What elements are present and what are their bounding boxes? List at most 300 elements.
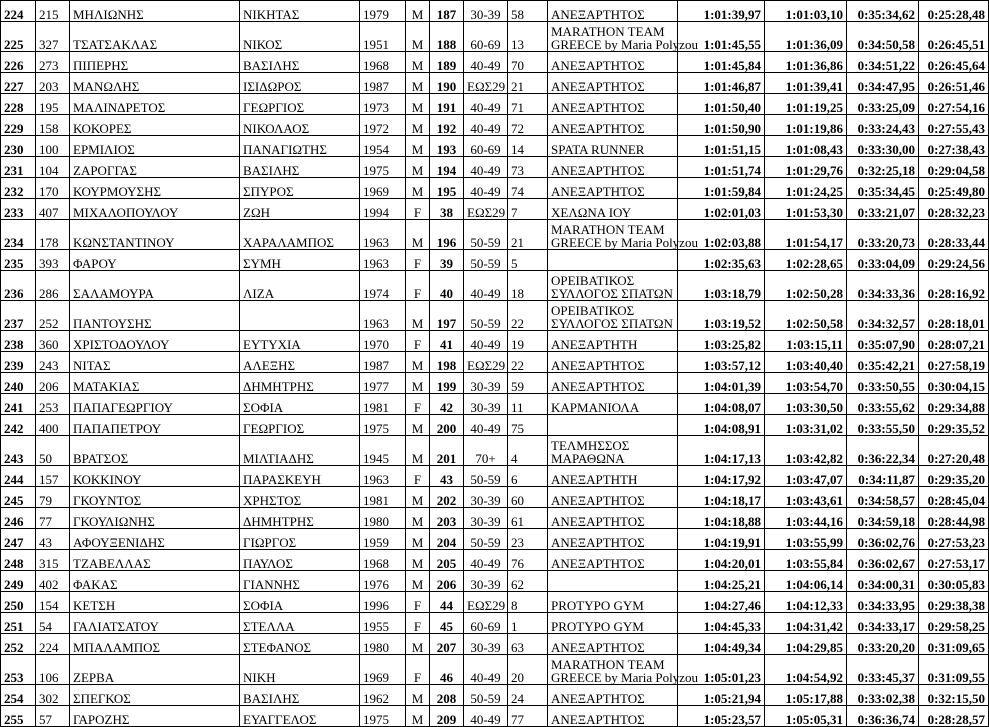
gun-time-cell: 1:01:59,84 xyxy=(678,178,765,199)
club-line: ΟΡΕΙΒΑΤΙΚΟΣ xyxy=(551,273,635,288)
gender-rank-cell: 209 xyxy=(430,706,464,727)
gun-time-cell: 1:01:45,84 xyxy=(678,52,765,73)
table-row xyxy=(1,394,989,415)
rank-cell: 242 xyxy=(1,415,36,436)
age-category-cell: 30-39 xyxy=(464,1,508,22)
table-row xyxy=(1,73,989,94)
gun-time-cell: 1:03:57,12 xyxy=(678,352,765,373)
split-1-cell: 0:34:51,22 xyxy=(847,52,919,73)
rank-cell: 233 xyxy=(1,199,36,220)
surname-cell: ΣΠΕΓΚΟΣ xyxy=(70,685,240,706)
table-row xyxy=(1,529,989,550)
surname-cell: ΖΕΡΒΑ xyxy=(70,655,240,685)
bib-cell: 400 xyxy=(36,415,70,436)
firstname-cell: ΠΑΝΑΓΙΩΤΗΣ xyxy=(240,136,360,157)
table-row xyxy=(1,613,989,634)
firstname-cell: ΣΤΕΦΑΝΟΣ xyxy=(240,634,360,655)
age-category-cell: 40-49 xyxy=(464,157,508,178)
gun-time-cell: 1:01:50,90 xyxy=(678,115,765,136)
net-time-cell: 1:04:06,14 xyxy=(765,571,847,592)
surname-cell: ΜΑΤΑΚΙΑΣ xyxy=(70,373,240,394)
table-row xyxy=(1,352,989,373)
firstname-cell: ΙΣΙΔΩΡΟΣ xyxy=(240,73,360,94)
net-time-cell: 1:03:54,70 xyxy=(765,373,847,394)
age-category-cell: 60-69 xyxy=(464,136,508,157)
rank-cell: 228 xyxy=(1,94,36,115)
firstname-cell: ΒΑΣΙΛΗΣ xyxy=(240,685,360,706)
surname-cell: ΓΑΡΟΖΗΣ xyxy=(70,706,240,727)
category-position-cell: 61 xyxy=(508,508,548,529)
table-row xyxy=(1,199,989,220)
split-2-cell: 0:29:04,58 xyxy=(919,157,989,178)
birth-year-cell: 1981 xyxy=(360,394,406,415)
bib-cell: 243 xyxy=(36,352,70,373)
rank-cell: 246 xyxy=(1,508,36,529)
sex-cell: M xyxy=(406,436,430,466)
birth-year-cell: 1987 xyxy=(360,73,406,94)
club-line: ΑΝΕΞΑΡΤΗΤΟΣ xyxy=(551,493,645,508)
net-time-cell: 1:03:15,11 xyxy=(765,331,847,352)
birth-year-cell: 1951 xyxy=(360,22,406,52)
bib-cell: 286 xyxy=(36,271,70,301)
surname-cell: ΦΑΚΑΣ xyxy=(70,571,240,592)
surname-cell: ΓΚΟΥΛΙΩΝΗΣ xyxy=(70,508,240,529)
birth-year-cell: 1968 xyxy=(360,550,406,571)
age-category-cell: 40-49 xyxy=(464,52,508,73)
split-2-cell: 0:28:18,01 xyxy=(919,301,989,331)
category-position-cell: 71 xyxy=(508,94,548,115)
net-time-cell: 1:04:29,85 xyxy=(765,634,847,655)
gender-rank-cell: 40 xyxy=(430,271,464,301)
bib-cell: 407 xyxy=(36,199,70,220)
birth-year-cell: 1959 xyxy=(360,529,406,550)
firstname-cell: ΝΙΚΟΣ xyxy=(240,22,360,52)
gender-rank-cell: 194 xyxy=(430,157,464,178)
firstname-cell: ΔΗΜΗΤΡΗΣ xyxy=(240,373,360,394)
club-cell xyxy=(548,685,678,706)
rank-cell: 234 xyxy=(1,220,36,250)
table-row xyxy=(1,331,989,352)
bib-cell: 77 xyxy=(36,508,70,529)
birth-year-cell: 1975 xyxy=(360,415,406,436)
split-1-cell: 0:33:20,73 xyxy=(847,220,919,250)
club-cell xyxy=(548,199,678,220)
rank-cell: 238 xyxy=(1,331,36,352)
category-position-cell: 58 xyxy=(508,1,548,22)
birth-year-cell: 1979 xyxy=(360,1,406,22)
club-cell xyxy=(548,529,678,550)
age-category-cell: 50-59 xyxy=(464,529,508,550)
club-cell xyxy=(548,634,678,655)
club-line: GREECE by Maria Polyzou xyxy=(551,235,698,250)
birth-year-cell: 1977 xyxy=(360,373,406,394)
category-position-cell: 75 xyxy=(508,415,548,436)
club-line: ΣΥΛΛΟΓΟΣ ΣΠΑΤΩΝ xyxy=(551,316,673,331)
split-2-cell: 0:28:07,21 xyxy=(919,331,989,352)
gun-time-cell: 1:04:08,91 xyxy=(678,415,765,436)
net-time-cell: 1:01:36,86 xyxy=(765,52,847,73)
club-line: ΤΕΛΜΗΣΣΟΣ xyxy=(551,438,630,453)
bib-cell: 215 xyxy=(36,1,70,22)
rank-cell: 253 xyxy=(1,655,36,685)
rank-cell: 230 xyxy=(1,136,36,157)
club-line: ΑΝΕΞΑΡΤΗΤΟΣ xyxy=(551,100,645,115)
gender-rank-cell: 188 xyxy=(430,22,464,52)
category-position-cell: 73 xyxy=(508,157,548,178)
table-row xyxy=(1,415,989,436)
surname-cell: ΓΚΟΥΝΤΟΣ xyxy=(70,487,240,508)
net-time-cell: 1:03:55,99 xyxy=(765,529,847,550)
split-2-cell: 0:26:51,46 xyxy=(919,73,989,94)
age-category-cell: ΕΩΣ29 xyxy=(464,73,508,94)
age-category-cell: 70+ xyxy=(464,436,508,466)
surname-cell: ΕΡΜΙΛΙΟΣ xyxy=(70,136,240,157)
net-time-cell: 1:02:28,65 xyxy=(765,250,847,271)
sex-cell: F xyxy=(406,394,430,415)
surname-cell: ΦΑΡΟΥ xyxy=(70,250,240,271)
club-cell xyxy=(548,136,678,157)
club-cell xyxy=(548,571,678,592)
net-time-cell: 1:05:17,88 xyxy=(765,685,847,706)
category-position-cell: 76 xyxy=(508,550,548,571)
gun-time-cell: 1:05:23,57 xyxy=(678,706,765,727)
rank-cell: 239 xyxy=(1,352,36,373)
club-line: ΑΝΕΞΑΡΤΗΤΟΣ xyxy=(551,184,645,199)
rank-cell: 244 xyxy=(1,466,36,487)
category-position-cell: 60 xyxy=(508,487,548,508)
birth-year-cell: 1962 xyxy=(360,685,406,706)
sex-cell: M xyxy=(406,73,430,94)
split-1-cell: 0:33:45,37 xyxy=(847,655,919,685)
split-1-cell: 0:33:55,50 xyxy=(847,415,919,436)
club-cell xyxy=(548,466,678,487)
gun-time-cell: 1:04:25,21 xyxy=(678,571,765,592)
split-2-cell: 0:29:34,88 xyxy=(919,394,989,415)
sex-cell: F xyxy=(406,199,430,220)
firstname-cell: ΖΩΗ xyxy=(240,199,360,220)
split-2-cell: 0:27:54,16 xyxy=(919,94,989,115)
split-1-cell: 0:34:58,57 xyxy=(847,487,919,508)
gun-time-cell: 1:04:18,88 xyxy=(678,508,765,529)
club-cell xyxy=(548,271,678,301)
category-position-cell: 13 xyxy=(508,22,548,52)
gender-rank-cell: 46 xyxy=(430,655,464,685)
category-position-cell: 22 xyxy=(508,301,548,331)
surname-cell: ΚΟΥΡΜΟΥΣΗΣ xyxy=(70,178,240,199)
firstname-cell: ΑΛΕΞΗΣ xyxy=(240,352,360,373)
rank-cell: 237 xyxy=(1,301,36,331)
club-cell xyxy=(548,22,698,52)
category-position-cell: 8 xyxy=(508,592,548,613)
age-category-cell: 40-49 xyxy=(464,415,508,436)
split-1-cell: 0:35:07,90 xyxy=(847,331,919,352)
gun-time-cell: 1:04:19,91 xyxy=(678,529,765,550)
category-position-cell: 11 xyxy=(508,394,548,415)
split-2-cell: 0:27:20,48 xyxy=(919,436,989,466)
gender-rank-cell: 202 xyxy=(430,487,464,508)
net-time-cell: 1:03:40,40 xyxy=(765,352,847,373)
bib-cell: 104 xyxy=(36,157,70,178)
age-category-cell: 30-39 xyxy=(464,571,508,592)
net-time-cell: 1:01:29,76 xyxy=(765,157,847,178)
surname-cell: ΤΖΑΒΕΛΛΑΣ xyxy=(70,550,240,571)
club-cell xyxy=(548,592,678,613)
gender-rank-cell: 201 xyxy=(430,436,464,466)
surname-cell: ΠΑΠΑΓΕΩΡΓΙΟΥ xyxy=(70,394,240,415)
birth-year-cell: 1994 xyxy=(360,199,406,220)
gender-rank-cell: 198 xyxy=(430,352,464,373)
sex-cell: F xyxy=(406,655,430,685)
bib-cell: 195 xyxy=(36,94,70,115)
net-time-cell: 1:01:36,09 xyxy=(765,22,847,52)
gender-rank-cell: 187 xyxy=(430,1,464,22)
split-1-cell: 0:34:32,57 xyxy=(847,301,919,331)
rank-cell: 252 xyxy=(1,634,36,655)
split-1-cell: 0:34:11,87 xyxy=(847,466,919,487)
table-row xyxy=(1,22,989,52)
bib-cell: 50 xyxy=(36,436,70,466)
net-time-cell: 1:04:54,92 xyxy=(765,655,847,685)
split-2-cell: 0:27:58,19 xyxy=(919,352,989,373)
split-2-cell: 0:28:16,92 xyxy=(919,271,989,301)
split-1-cell: 0:34:47,95 xyxy=(847,73,919,94)
club-cell xyxy=(548,706,678,727)
net-time-cell: 1:01:19,86 xyxy=(765,115,847,136)
gun-time-cell: 1:03:19,52 xyxy=(678,301,765,331)
club-line: ΑΝΕΞΑΡΤΗΤΟΣ xyxy=(551,7,645,22)
club-cell xyxy=(548,94,678,115)
bib-cell: 178 xyxy=(36,220,70,250)
split-1-cell: 0:34:33,95 xyxy=(847,592,919,613)
net-time-cell: 1:01:24,25 xyxy=(765,178,847,199)
split-2-cell: 0:25:28,48 xyxy=(919,1,989,22)
club-line: ΜΑΡΑΘΩΝΑ xyxy=(551,451,625,466)
split-2-cell: 0:31:09,55 xyxy=(919,655,989,685)
firstname-cell: ΛΙΖΑ xyxy=(240,271,360,301)
surname-cell: ΧΡΙΣΤΟΔΟΥΛΟΥ xyxy=(70,331,240,352)
split-2-cell: 0:32:15,50 xyxy=(919,685,989,706)
club-cell xyxy=(548,331,678,352)
gender-rank-cell: 192 xyxy=(430,115,464,136)
table-row xyxy=(1,706,989,727)
gun-time-cell: 1:04:01,39 xyxy=(678,373,765,394)
club-line: ΟΡΕΙΒΑΤΙΚΟΣ xyxy=(551,303,635,318)
gun-time-cell: 1:01:50,40 xyxy=(678,94,765,115)
category-position-cell: 70 xyxy=(508,52,548,73)
club-cell xyxy=(548,301,678,331)
firstname-cell: ΕΥΤΥΧΙΑ xyxy=(240,331,360,352)
bib-cell: 106 xyxy=(36,655,70,685)
club-cell xyxy=(548,394,678,415)
surname-cell: ΚΟΚΟΡΕΣ xyxy=(70,115,240,136)
bib-cell: 170 xyxy=(36,178,70,199)
club-cell xyxy=(548,250,678,271)
birth-year-cell: 1973 xyxy=(360,94,406,115)
sex-cell: F xyxy=(406,466,430,487)
gun-time-cell: 1:02:01,03 xyxy=(678,199,765,220)
club-line: ΑΝΕΞΑΡΤΗΤΗ xyxy=(551,337,638,352)
age-category-cell: ΕΩΣ29 xyxy=(464,592,508,613)
surname-cell: ΚΩΝΣΤΑΝΤΙΝΟΥ xyxy=(70,220,240,250)
surname-cell: ΠΑΝΤΟΥΣΗΣ xyxy=(70,301,240,331)
gun-time-cell: 1:05:21,94 xyxy=(678,685,765,706)
table-row xyxy=(1,157,989,178)
category-position-cell: 20 xyxy=(508,655,548,685)
age-category-cell: 40-49 xyxy=(464,550,508,571)
gun-time-cell: 1:03:25,82 xyxy=(678,331,765,352)
bib-cell: 54 xyxy=(36,613,70,634)
club-line: ΑΝΕΞΑΡΤΗΤΟΣ xyxy=(551,535,645,550)
bib-cell: 327 xyxy=(36,22,70,52)
category-position-cell: 24 xyxy=(508,685,548,706)
table-row xyxy=(1,271,989,301)
firstname-cell: ΣΠΥΡΟΣ xyxy=(240,178,360,199)
split-1-cell: 0:34:59,18 xyxy=(847,508,919,529)
table-row xyxy=(1,685,989,706)
category-position-cell: 7 xyxy=(508,199,548,220)
firstname-cell: ΝΙΚΟΛΑΟΣ xyxy=(240,115,360,136)
firstname-cell: ΒΑΣΙΛΗΣ xyxy=(240,52,360,73)
table-row xyxy=(1,301,989,331)
age-category-cell: 30-39 xyxy=(464,508,508,529)
age-category-cell: ΕΩΣ29 xyxy=(464,352,508,373)
age-category-cell: 40-49 xyxy=(464,115,508,136)
split-1-cell: 0:33:20,20 xyxy=(847,634,919,655)
sex-cell: M xyxy=(406,220,430,250)
surname-cell: ΚΕΤΣΗ xyxy=(70,592,240,613)
gender-rank-cell: 39 xyxy=(430,250,464,271)
gender-rank-cell: 42 xyxy=(430,394,464,415)
gun-time-cell: 1:04:49,34 xyxy=(678,634,765,655)
category-position-cell: 63 xyxy=(508,634,548,655)
age-category-cell: 40-49 xyxy=(464,271,508,301)
net-time-cell: 1:02:50,28 xyxy=(765,271,847,301)
birth-year-cell: 1970 xyxy=(360,331,406,352)
age-category-cell: 50-59 xyxy=(464,250,508,271)
club-cell xyxy=(548,655,698,685)
split-1-cell: 0:34:00,31 xyxy=(847,571,919,592)
split-1-cell: 0:33:25,09 xyxy=(847,94,919,115)
split-2-cell: 0:25:49,80 xyxy=(919,178,989,199)
rank-cell: 245 xyxy=(1,487,36,508)
firstname-cell: ΝΙΚΗ xyxy=(240,655,360,685)
gender-rank-cell: 189 xyxy=(430,52,464,73)
gender-rank-cell: 200 xyxy=(430,415,464,436)
split-1-cell: 0:36:36,74 xyxy=(847,706,919,727)
table-row xyxy=(1,634,989,655)
gender-rank-cell: 45 xyxy=(430,613,464,634)
club-cell xyxy=(548,220,698,250)
birth-year-cell: 1969 xyxy=(360,178,406,199)
split-2-cell: 0:26:45,51 xyxy=(919,22,989,52)
category-position-cell: 6 xyxy=(508,466,548,487)
firstname-cell: ΧΑΡΑΛΑΜΠΟΣ xyxy=(240,220,360,250)
category-position-cell: 62 xyxy=(508,571,548,592)
age-category-cell: 30-39 xyxy=(464,487,508,508)
split-1-cell: 0:35:34,45 xyxy=(847,178,919,199)
gun-time-cell: 1:01:46,87 xyxy=(678,73,765,94)
firstname-cell: ΓΕΩΡΓΙΟΣ xyxy=(240,94,360,115)
category-position-cell: 4 xyxy=(508,436,548,466)
table-row xyxy=(1,655,989,685)
birth-year-cell: 1976 xyxy=(360,571,406,592)
category-position-cell: 59 xyxy=(508,373,548,394)
split-2-cell: 0:30:05,83 xyxy=(919,571,989,592)
bib-cell: 79 xyxy=(36,487,70,508)
table-row xyxy=(1,94,989,115)
firstname-cell: ΣΤΕΛΛΑ xyxy=(240,613,360,634)
rank-cell: 254 xyxy=(1,685,36,706)
rank-cell: 255 xyxy=(1,706,36,727)
net-time-cell: 1:01:03,10 xyxy=(765,1,847,22)
birth-year-cell: 1980 xyxy=(360,634,406,655)
sex-cell: M xyxy=(406,301,430,331)
sex-cell: F xyxy=(406,271,430,301)
gun-time-cell: 1:04:17,13 xyxy=(678,436,765,466)
gender-rank-cell: 193 xyxy=(430,136,464,157)
bib-cell: 158 xyxy=(36,115,70,136)
club-cell xyxy=(548,415,678,436)
rank-cell: 224 xyxy=(1,1,36,22)
split-2-cell: 0:28:33,44 xyxy=(919,220,989,250)
club-cell xyxy=(548,1,678,22)
club-cell xyxy=(548,178,678,199)
bib-cell: 252 xyxy=(36,301,70,331)
birth-year-cell: 1954 xyxy=(360,136,406,157)
split-1-cell: 0:34:33,17 xyxy=(847,613,919,634)
sex-cell: M xyxy=(406,373,430,394)
club-cell xyxy=(548,613,678,634)
age-category-cell: 50-59 xyxy=(464,301,508,331)
birth-year-cell: 1996 xyxy=(360,592,406,613)
bib-cell: 157 xyxy=(36,466,70,487)
club-cell xyxy=(548,487,678,508)
club-cell xyxy=(548,115,678,136)
table-row xyxy=(1,136,989,157)
age-category-cell: 60-69 xyxy=(464,613,508,634)
bib-cell: 273 xyxy=(36,52,70,73)
category-position-cell: 72 xyxy=(508,115,548,136)
sex-cell: F xyxy=(406,331,430,352)
surname-cell: ΜΙΧΑΛΟΠΟΥΛΟΥ xyxy=(70,199,240,220)
sex-cell: M xyxy=(406,529,430,550)
sex-cell: M xyxy=(406,22,430,52)
category-position-cell: 77 xyxy=(508,706,548,727)
club-line: ΑΝΕΞΑΡΤΗΤΟΣ xyxy=(551,121,645,136)
gun-time-cell: 1:04:45,33 xyxy=(678,613,765,634)
club-line: PROTYPO GYM xyxy=(551,598,644,613)
rank-cell: 232 xyxy=(1,178,36,199)
gun-time-cell: 1:04:20,01 xyxy=(678,550,765,571)
club-line: ΑΝΕΞΑΡΤΗΤΟΣ xyxy=(551,514,645,529)
club-line: ΑΝΕΞΑΡΤΗΤΟΣ xyxy=(551,640,645,655)
firstname-cell: ΣΟΦΙΑ xyxy=(240,592,360,613)
firstname-cell xyxy=(240,301,360,331)
bib-cell: 360 xyxy=(36,331,70,352)
surname-cell: ΜΗΛΙΩΝΗΣ xyxy=(70,1,240,22)
rank-cell: 225 xyxy=(1,22,36,52)
age-category-cell: 50-59 xyxy=(464,685,508,706)
club-line: ΑΝΕΞΑΡΤΗΤΟΣ xyxy=(551,58,645,73)
surname-cell: ΜΠΑΛΑΜΠΟΣ xyxy=(70,634,240,655)
rank-cell: 240 xyxy=(1,373,36,394)
category-position-cell: 22 xyxy=(508,352,548,373)
birth-year-cell: 1968 xyxy=(360,52,406,73)
split-1-cell: 0:33:21,07 xyxy=(847,199,919,220)
table-row xyxy=(1,115,989,136)
split-2-cell: 0:27:38,43 xyxy=(919,136,989,157)
sex-cell: M xyxy=(406,115,430,136)
